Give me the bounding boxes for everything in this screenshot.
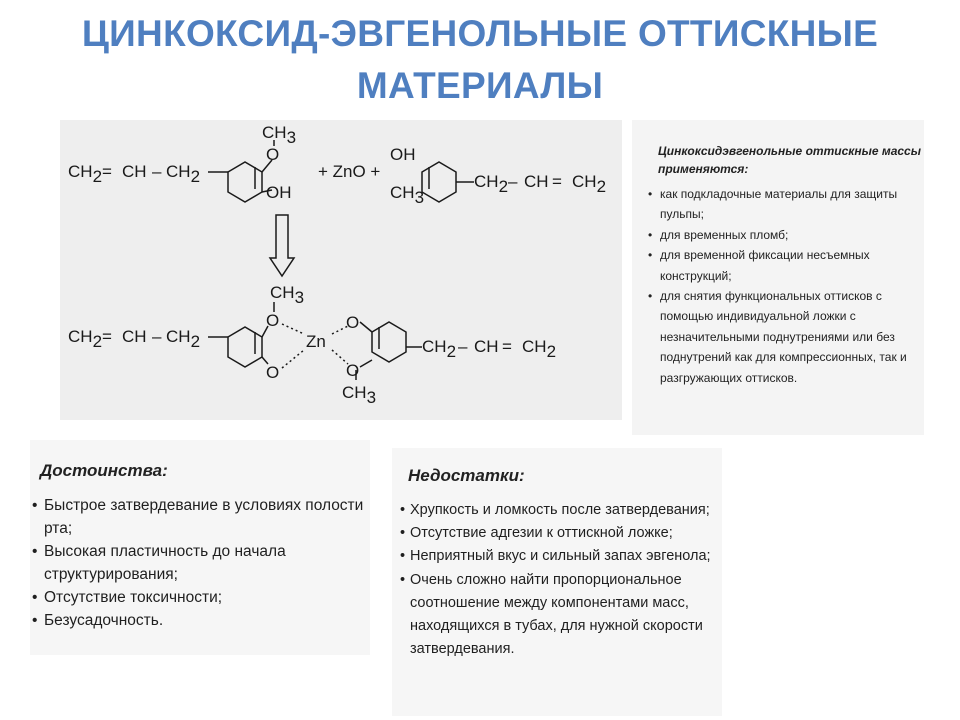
list-item: • Быстрое затвердевание в условиях полости рта;	[40, 494, 370, 540]
chain-2-ch2: CH2	[474, 172, 509, 196]
benzene-ring-1	[228, 162, 262, 202]
methyl-1: CH3	[262, 123, 297, 147]
chain-1-ch2b: CH2	[166, 162, 201, 186]
disadvantages-heading: Недостатки:	[408, 466, 525, 485]
hydroxyl-2: OH	[390, 145, 416, 164]
list-item: • Безусадочность.	[40, 609, 370, 632]
chain-3-dash: –	[152, 327, 162, 346]
list-item: • Отсутствие токсичности;	[40, 586, 370, 609]
disadvantages-list	[408, 499, 713, 661]
methyl-4: CH3	[342, 383, 377, 407]
chain-1-ch: CH	[122, 162, 147, 181]
list-item: • Отсутствие адгезии к оттискной ложке;	[408, 522, 713, 545]
chain-2-ch: CH	[524, 172, 549, 191]
title-line-1: ЦИНКОКСИД-ЭВГЕНОЛЬНЫЕ ОТТИСКНЫЕ	[81, 13, 879, 54]
uses-heading: Цинкоксидэвгенольные оттискные массы применяются:	[658, 144, 921, 176]
coordination-bond	[282, 324, 304, 334]
methyl-3: CH3	[270, 283, 305, 307]
chain-4-dash: –	[458, 337, 468, 356]
chain-2-eq: =	[552, 172, 562, 191]
benzene-ring-3	[228, 327, 262, 367]
methyl-2: CH3	[390, 183, 425, 207]
chain-4-eq: =	[502, 337, 512, 356]
oxygen-1: O	[266, 145, 280, 164]
chain-2-dash: –	[508, 172, 518, 191]
chain-4-ch2b: CH2	[522, 337, 557, 361]
chain-2-ch2b: CH2	[572, 172, 607, 196]
chain-3-ch: CH	[122, 327, 147, 346]
chain-3-ch2b: CH2	[166, 327, 201, 351]
list-item: • для временной фиксации несъемных конструкций;	[658, 245, 928, 286]
page-title	[0, 8, 960, 112]
chain-1-eq: =	[102, 162, 112, 181]
title-line-2: МАТЕРИАЛЫ	[356, 65, 604, 106]
plus-zno: + ZnO +	[318, 162, 381, 181]
coordination-bond	[282, 350, 304, 368]
chain-3-eq: =	[102, 327, 112, 346]
oxygen-3: O	[266, 311, 280, 330]
list-item: • для снятия функциональных оттисков с помощью индивидуальной ложки с незначительными поднутрениями или без поднутрений как для компрессионных, так и разгружающих оттисков.	[658, 286, 928, 388]
list-item: • Неприятный вкус и сильный запах эвгенола;	[408, 545, 713, 568]
chain-4-ch: CH	[474, 337, 499, 356]
list-item: • Высокая пластичность до начала структурирования;	[40, 540, 370, 586]
chain-1-dash: –	[152, 162, 162, 181]
oxygen-6: O	[346, 361, 360, 380]
bond	[262, 326, 268, 337]
chain-4-ch2: CH2	[422, 337, 457, 361]
list-item: • Очень сложно найти пропорциональное соотношение между компонентами масс, находящихся в тубах, для нужной скорости затвердевания.	[408, 569, 713, 662]
reaction-scheme	[60, 120, 622, 420]
list-item: • Хрупкость и ломкость после затвердевания;	[408, 499, 713, 522]
benzene-ring-4	[372, 322, 406, 362]
uses-section	[658, 142, 928, 388]
advantages-heading: Достоинства:	[40, 461, 168, 480]
benzene-ring-2	[422, 162, 456, 202]
reaction-arrow	[270, 215, 294, 276]
bond	[360, 360, 372, 367]
list-item: • как подкладочные материалы для защиты пульпы;	[658, 184, 928, 225]
chain-1-ch2: CH2	[68, 162, 103, 186]
uses-list	[658, 184, 928, 388]
chain-3-ch2: CH2	[68, 327, 103, 351]
advantages-section	[40, 460, 370, 632]
list-item: • для временных пломб;	[658, 225, 928, 245]
zinc-atom: Zn	[306, 332, 326, 351]
disadvantages-section	[408, 465, 713, 661]
oxygen-5: O	[346, 313, 360, 332]
bond	[360, 322, 372, 332]
hydroxyl-1: OH	[266, 183, 292, 202]
oxygen-4: O	[266, 363, 280, 382]
advantages-list	[40, 494, 370, 632]
